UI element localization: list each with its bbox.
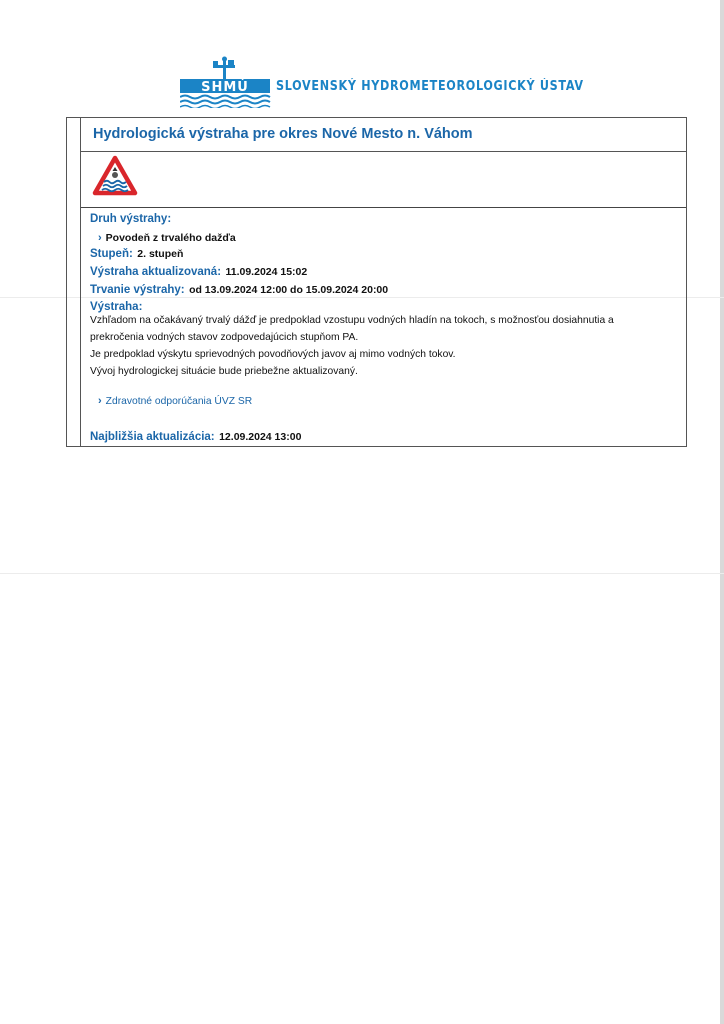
level-label: Stupeň: bbox=[90, 248, 133, 260]
updated-line bbox=[90, 262, 307, 280]
organization-name: SLOVENSKÝ HYDROMETEOROLOGICKÝ ÚSTAV bbox=[276, 79, 584, 94]
warning-box bbox=[66, 117, 687, 447]
type-label-line bbox=[90, 209, 171, 227]
chevron-right-icon: › bbox=[98, 395, 102, 407]
level-value: 2. stupeň bbox=[137, 248, 184, 260]
next-update-line bbox=[90, 427, 301, 445]
warning-text-label: Výstraha: bbox=[90, 301, 143, 313]
warning-icon-row bbox=[81, 151, 686, 208]
type-value: Povodeň z trvalého dažďa bbox=[105, 232, 236, 244]
flood-hazard-triangle-icon bbox=[92, 155, 138, 197]
warning-text-line: prekročenia vodných stavov zodpovedajúcich stupňom PA. bbox=[90, 332, 359, 343]
shmu-logo bbox=[180, 56, 272, 108]
health-recommendations-link[interactable] bbox=[98, 395, 252, 407]
health-link-text[interactable]: Zdravotné odporúčania ÚVZ SR bbox=[105, 396, 253, 407]
warning-text-line: Vzhľadom na očakávaný trvalý dážď je predpoklad vzostupu vodných hladín na tokoch, s možnosťou dosiahnutia a bbox=[90, 315, 614, 326]
warning-text-line: Je predpoklad výskytu sprievodných povodňových javov aj mimo vodných tokov. bbox=[90, 349, 456, 360]
type-label: Druh výstrahy: bbox=[90, 213, 172, 225]
duration-label: Trvanie výstrahy: bbox=[90, 284, 185, 296]
warning-text-line: Vývoj hydrologickej situácie bude priebežne aktualizovaný. bbox=[90, 366, 358, 377]
scan-artifact-line bbox=[0, 573, 724, 574]
warning-title: Hydrologická výstraha pre okres Nové Mesto n. Váhom bbox=[93, 126, 473, 142]
updated-label: Výstraha aktualizovaná: bbox=[90, 266, 222, 278]
chevron-right-icon: › bbox=[98, 232, 102, 244]
updated-value: 11.09.2024 15:02 bbox=[225, 266, 308, 278]
duration-value: od 13.09.2024 12:00 do 15.09.2024 20:00 bbox=[189, 284, 389, 296]
scan-edge-shade bbox=[720, 0, 724, 1024]
next-update-value: 12.09.2024 13:00 bbox=[219, 431, 302, 443]
warning-text bbox=[90, 312, 675, 380]
duration-line bbox=[90, 280, 388, 298]
warning-title-row bbox=[81, 118, 686, 152]
level-line bbox=[90, 244, 183, 262]
svg-text:SHMÚ: SHMÚ bbox=[201, 80, 249, 95]
next-update-label: Najbližšia aktualizácia: bbox=[90, 431, 215, 443]
